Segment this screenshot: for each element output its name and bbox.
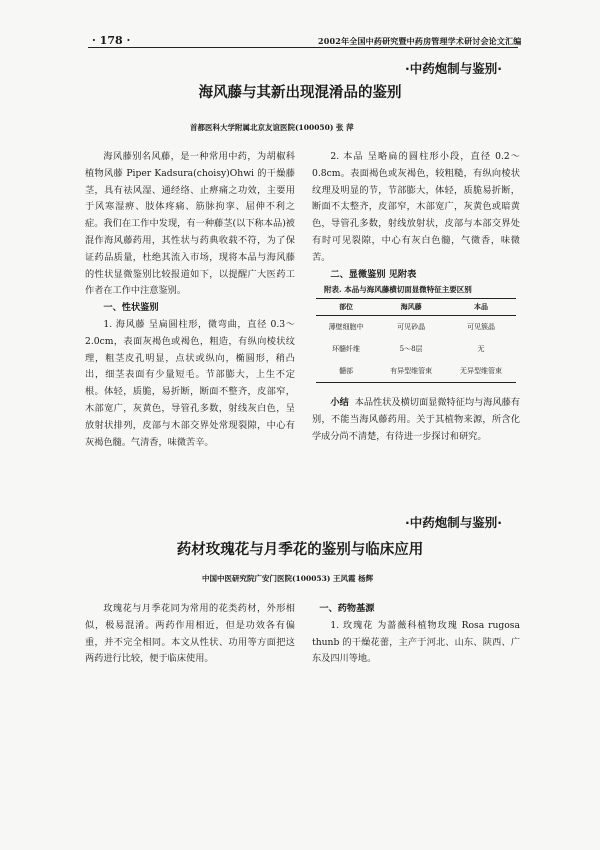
comparison-table xyxy=(316,298,516,383)
table-header-cell: 海风藤 xyxy=(376,299,446,316)
article2-heading-1: 一、药物基源 xyxy=(319,603,375,614)
table-cell: 可见砂晶 xyxy=(397,323,426,332)
article2-right-column xyxy=(312,601,520,668)
table-row xyxy=(316,316,516,339)
article1-right-column xyxy=(312,149,520,446)
table-cell: 薄壁细胞中 xyxy=(328,323,364,332)
article1-summary xyxy=(312,395,520,445)
page-number: · 178 · xyxy=(92,34,131,47)
table-row xyxy=(316,338,516,360)
header-rule xyxy=(88,47,518,48)
table-row xyxy=(316,360,516,383)
table-cell: 无异型维管束 xyxy=(446,360,516,383)
table-cell: 有异型维管束 xyxy=(376,360,446,383)
table-cell: 髓部 xyxy=(316,360,376,383)
article2-intro: 玫瑰花与月季花同为常用的花类药材，外形相似，极易混淆。两药作用相近，但是功效各有偏重，并不完全相同。本文从性状、功用等方面把这两药进行比较，便于临床使用。 xyxy=(85,603,295,665)
summary-label: 小结 xyxy=(330,397,349,409)
article2-affiliation: 中国中医研究院广安门医院(100053) 王风霞 杨辉 xyxy=(202,574,374,583)
article2-title: 药材玫瑰花与月季花的鉴别与临床应用 xyxy=(176,542,424,558)
table-caption: 附表. 本品与海风藤横切面显微特征主要区别 xyxy=(324,285,472,295)
article1-intro: 海风藤别名风藤，是一种常用中药，为胡椒科植物风藤 Piper Kadsura(choisy)Ohwi 的干燥藤茎，具有祛风湿、通经络、止痹痛之功效，主要用于风寒湿痹、肢体疼痛、筋脉拘挛、屈伸不利之症。我们在工作中发现，有一种藤茎(以下称本品)被混作海风藤药用，其性状与药典收载不符，为了保证药品质量，杜绝其流入市场，现将本品与海风藤的性状显微鉴别比较报道如下，以提醒广大医药工作者在工作中注意鉴别。 xyxy=(85,151,295,297)
table-cell: 无 xyxy=(477,345,485,354)
article1-affiliation: 首都医科大学附属北京友谊医院(100050) 张 萍 xyxy=(190,123,354,132)
article2-para-1: 1. 玫瑰花 为蔷薇科植物玫瑰 Rosa rugosa thunb 的干燥花蕾，主产于河北、山东、陕西、广东及四川等地。 xyxy=(312,619,520,665)
running-title: 2002年全国中药研究暨中药房管理学术研讨会论文汇编 xyxy=(318,36,522,46)
article1-heading-1: 一、性状鉴别 xyxy=(103,302,159,314)
table-cell: 可见簇晶 xyxy=(467,323,496,332)
table-header-cell: 本品 xyxy=(446,299,516,316)
article1-para-2: 2. 本品 呈略扁的圆柱形小段，直径 0.2～0.8cm。表面褐色或灰褐色，较粗糙，有纵向棱状纹理及明显的节，节部膨大，体轻，质脆易折断，断面不太整齐，皮部窄，木部宽广，灰黄色或暗黄色，导管孔多数，射线放射状，皮部与本部交界处有时可见裂隙，中心有灰白色髓，气微香，味微苦。 xyxy=(312,151,520,263)
summary-text: 本品性状及横切面显微特征均与海风藤有别，不能当海风藤药用。关于其植物来源，所含化学成分尚不清楚，有待进一步探讨和研究。 xyxy=(312,397,521,442)
article1-section-label: ·中药炮制与鉴别· xyxy=(405,61,502,76)
article1-title: 海风藤与其新出现混淆品的鉴别 xyxy=(198,85,402,101)
article2-section-label: ·中药炮制与鉴别· xyxy=(405,515,502,530)
table-header-cell: 部位 xyxy=(316,299,376,316)
article1-heading-2: 二、显微鉴别 见附表 xyxy=(330,268,417,280)
table-cell: 5～8层 xyxy=(399,345,423,354)
table-cell: 环髓纤维 xyxy=(332,345,361,354)
article1-para-1: 1. 海风藤 呈扁圆柱形，微弯曲，直径 0.3～2.0cm，表面灰褐色或褐色，粗造，有纵向棱状纹理，粗茎皮孔明显，点状或纵向，椭圆形，稍凸出，细茎表面有少量短毛。节部膨大，上生不定根。体轻，质脆，易折断，断面不整齐，皮部窄，木部宽广，灰黄色，导管孔多数，射线灰白色，呈放射状排列，皮部与木部交界处常现裂隙，中心有灰褐色髓。气清香，味微苦辛。 xyxy=(85,318,295,448)
article1-left-column xyxy=(85,149,295,451)
article2-left-column xyxy=(85,601,295,668)
